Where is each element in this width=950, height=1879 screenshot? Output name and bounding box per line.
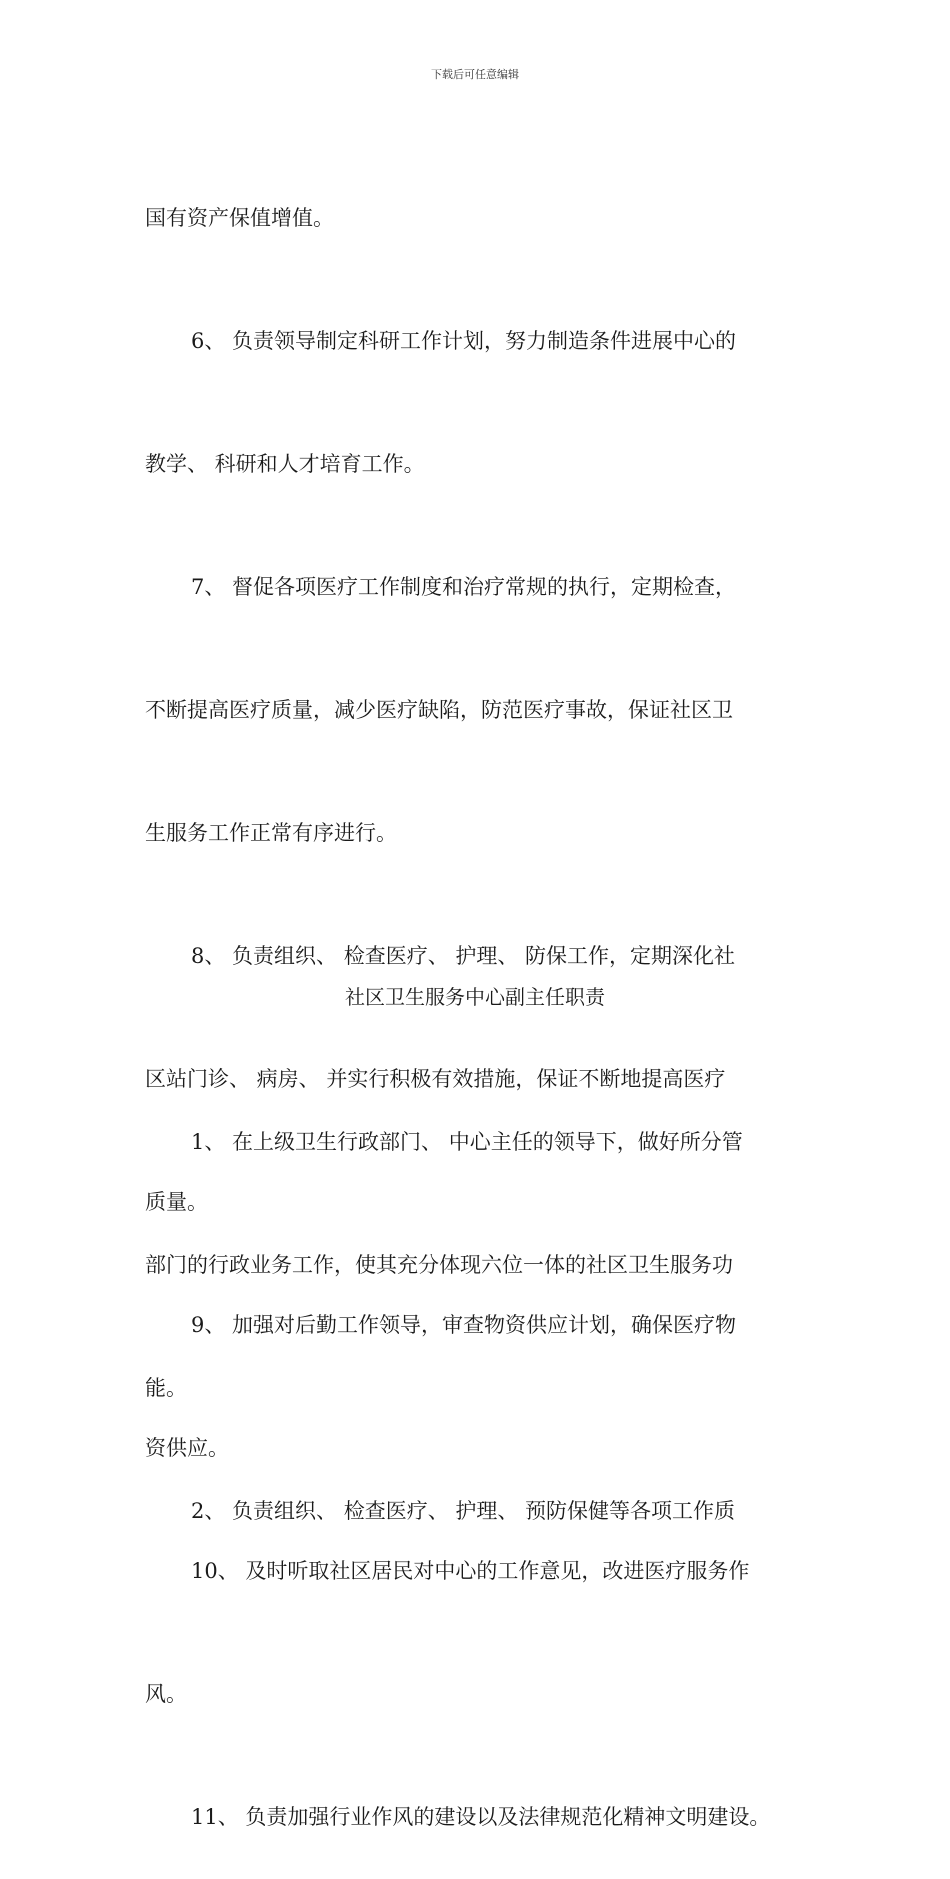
text-line: 能。 bbox=[145, 1376, 187, 1400]
section-title: 社区卫生服务中心副主任职责 bbox=[345, 985, 605, 1009]
text-line: 10、 及时听取社区居民对中心的工作意见，改进医疗服务作 bbox=[191, 1559, 750, 1583]
text-line: 风。 bbox=[145, 1682, 187, 1706]
text-line: 教学、 科研和人才培育工作。 bbox=[145, 452, 425, 476]
text-line: 11、 负责加强行业作风的建设以及法律规范化精神文明建设。 bbox=[191, 1805, 771, 1829]
text-line: 资供应。 bbox=[145, 1436, 229, 1460]
text-line: 9、 加强对后勤工作领导，审查物资供应计划，确保医疗物 bbox=[191, 1313, 737, 1337]
page-header-note: 下载后可任意编辑 bbox=[431, 68, 519, 81]
text-line: 不断提高医疗质量，减少医疗缺陷，防范医疗事故，保证社区卫 bbox=[145, 698, 733, 722]
text-line: 7、 督促各项医疗工作制度和治疗常规的执行，定期检查， bbox=[191, 575, 737, 599]
text-line: 1、 在上级卫生行政部门、 中心主任的领导下，做好所分管 bbox=[191, 1130, 743, 1154]
document-body-lower bbox=[145, 1040, 825, 1573]
text-line: 2、 负责组织、 检查医疗、 护理、 预防保健等各项工作质 bbox=[191, 1499, 736, 1523]
text-line: 部门的行政业务工作，使其充分体现六位一体的社区卫生服务功 bbox=[145, 1253, 733, 1277]
text-line: 国有资产保值增值。 bbox=[145, 206, 334, 230]
text-line: 生服务工作正常有序进行。 bbox=[145, 821, 397, 845]
text-line: 区站门诊、 病房、 并实行积极有效措施，保证不断地提高医疗 bbox=[145, 1067, 726, 1091]
text-line: 质量。 bbox=[145, 1190, 208, 1214]
text-line: 6、 负责领导制定科研工作计划，努力制造条件进展中心的 bbox=[191, 329, 737, 353]
text-line: 8、 负责组织、 检查医疗、 护理、 防保工作，定期深化社 bbox=[191, 944, 736, 968]
